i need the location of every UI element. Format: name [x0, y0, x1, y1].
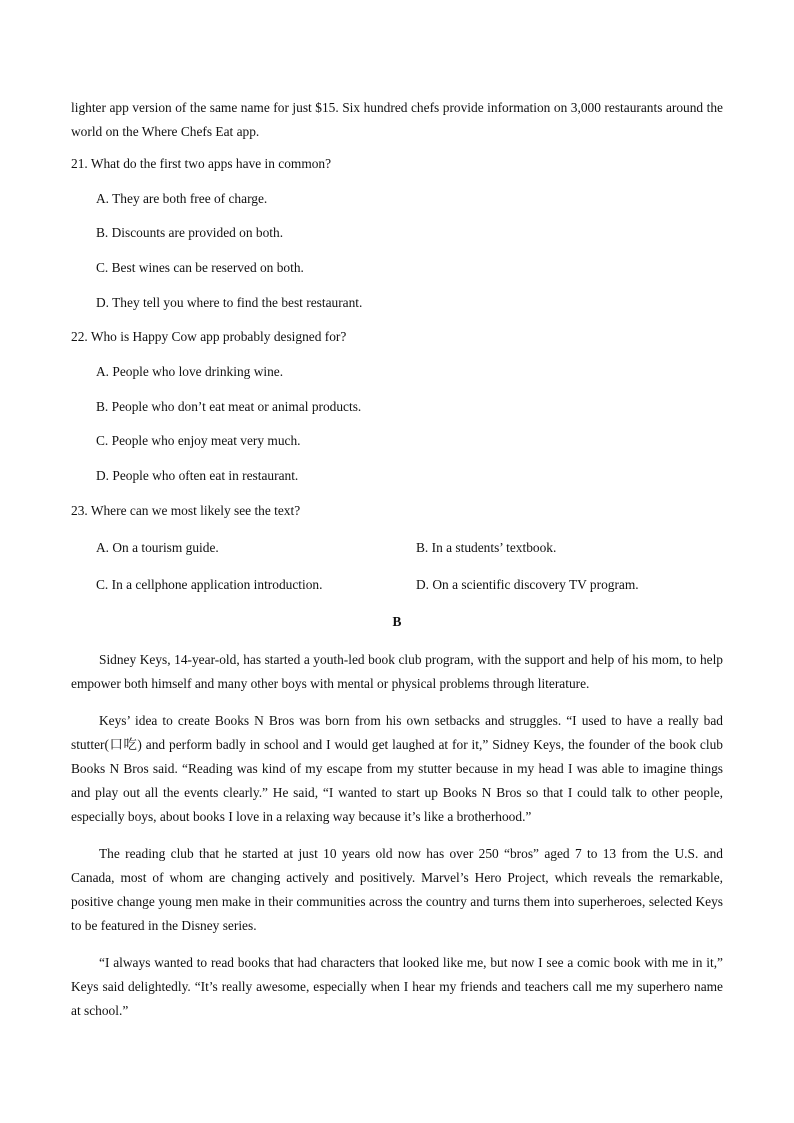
intro-paragraph: lighter app version of the same name for just $15. Six hundred chefs provide information on 3,000 restaurants around the world on the Where Chefs Eat app.	[71, 100, 723, 139]
passage-paragraph-3: The reading club that he started at just 10 years old now has over 250 “bros” aged 7 to 13 from the U.S. and Canada, most of whom are changing actively and positively. Marvel’s Hero Project, which reveals the remarkable, positive change young men make in their communities across the country and turns them into superheroes, selected Keys to be featured in the Disney series.	[71, 846, 723, 933]
question-23-option-c: C. In a cellphone application introduction.	[96, 577, 323, 592]
passage-paragraph-1: Sidney Keys, 14-year-old, has started a youth-led book club program, with the support and help of his mom, to help empower both himself and many other boys with mental or physical problems through literature.	[71, 652, 723, 691]
question-22-option-a: A. People who love drinking wine.	[96, 364, 284, 379]
question-23-option-b: B. In a students’ textbook.	[416, 540, 557, 555]
question-21-option-b: B. Discounts are provided on both.	[96, 225, 284, 240]
question-23-option-a: A. On a tourism guide.	[96, 540, 219, 555]
section-label: B	[392, 614, 402, 629]
question-22: 22. Who is Happy Cow app probably designed for?	[71, 329, 347, 344]
question-21: 21. What do the first two apps have in common?	[71, 156, 332, 171]
question-21-option-d: D. They tell you where to find the best restaurant.	[96, 295, 363, 310]
question-23-option-d: D. On a scientific discovery TV program.	[416, 577, 639, 592]
passage-paragraph-4: “I always wanted to read books that had characters that looked like me, but now I see a comic book with me in it,” Keys said delightedly. “It’s really awesome, especially when I hear my friends and teachers call me my superhero name at school.”	[71, 955, 723, 1018]
question-21-option-a: A. They are both free of charge.	[96, 191, 268, 206]
question-22-option-d: D. People who often eat in restaurant.	[96, 468, 299, 483]
question-22-option-b: B. People who don’t eat meat or animal products.	[96, 399, 362, 414]
question-22-option-c: C. People who enjoy meat very much.	[96, 433, 301, 448]
question-21-option-c: C. Best wines can be reserved on both.	[96, 260, 304, 275]
question-23: 23. Where can we most likely see the text?	[71, 503, 301, 518]
passage-paragraph-2: Keys’ idea to create Books N Bros was born from his own setbacks and struggles. “I used to have a really bad stutter(口吃) and perform badly in school and I would get laughed at for it,” Sidney Keys, the founder of the book club Books N Bros said. “Reading was kind of my escape from my stutter because in my head I was able to imagine things and play out all the events clearly.” He said, “I wanted to start up Books N Bros so that I could talk to other people, especially boys, about books I love in a relaxing way because it’s like a brotherhood.”	[71, 713, 723, 824]
